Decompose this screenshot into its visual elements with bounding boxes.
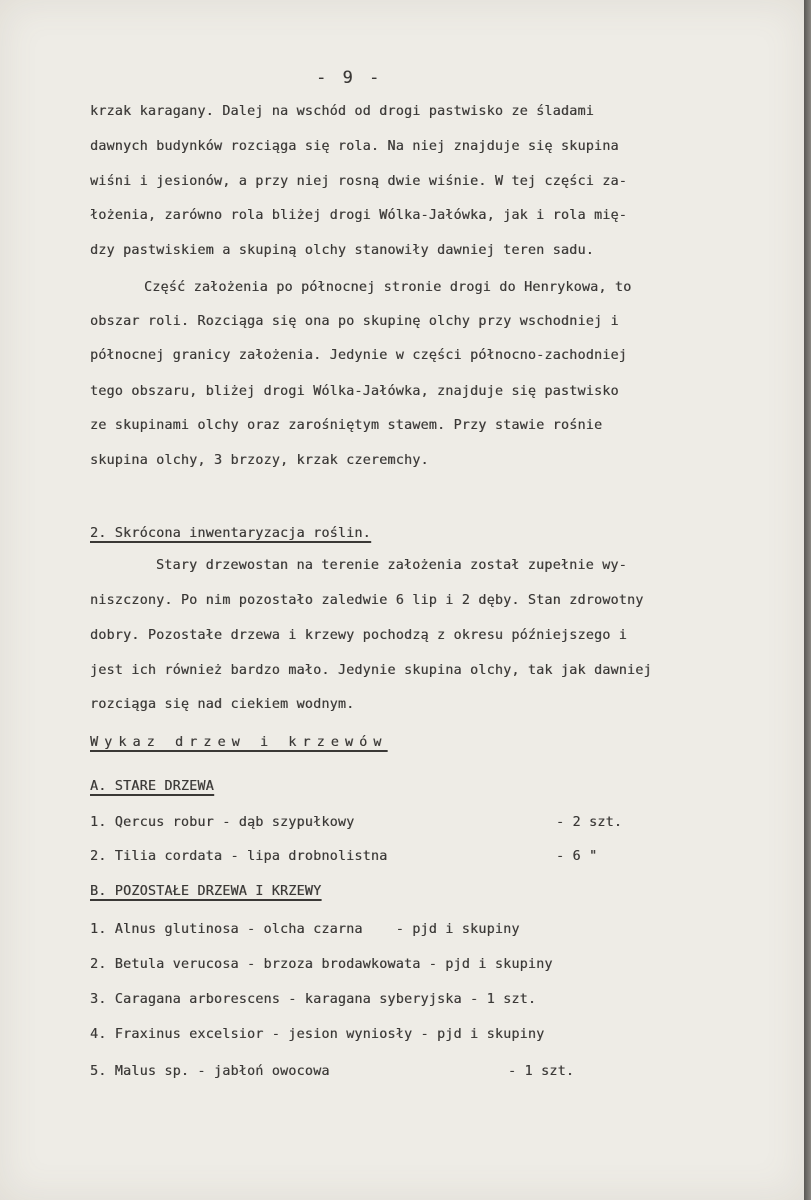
list-title: Wykaz drzew i krzewów bbox=[90, 735, 388, 750]
paragraph-1-line-2: dawnych budynków rozciąga się rola. Na niej znajduje się skupina bbox=[90, 139, 619, 154]
page-number: - 9 - bbox=[316, 68, 383, 88]
page-edge-shadow bbox=[804, 0, 811, 1200]
list-a-item-2: 2. Tilia cordata - lipa drobnolistna bbox=[90, 849, 388, 864]
list-b-item-5-qty: - 1 szt. bbox=[508, 1064, 575, 1079]
list-b-item-2: 2. Betula verucosa - brzoza brodawkowata - pjd i skupiny bbox=[90, 957, 553, 972]
paragraph-3-line-4: jest ich również bardzo mało. Jedynie skupina olchy, tak jak dawniej bbox=[90, 663, 652, 678]
list-b-item-1: 1. Alnus glutinosa - olcha czarna - pjd i skupiny bbox=[90, 922, 520, 937]
paragraph-1-line-3: wiśni i jesionów, a przy niej rosną dwie wiśnie. W tej części za- bbox=[90, 174, 628, 189]
list-a-item-1-qty: - 2 szt. bbox=[556, 815, 623, 830]
section-heading: 2. Skrócona inwentaryzacja roślin. bbox=[90, 526, 371, 541]
list-b-item-4: 4. Fraxinus excelsior - jesion wyniosły - pjd i skupiny bbox=[90, 1027, 545, 1042]
list-b-item-5: 5. Malus sp. - jabłoń owocowa bbox=[90, 1064, 330, 1079]
paragraph-2-line-6: skupina olchy, 3 brzozy, krzak czeremchy. bbox=[90, 453, 429, 468]
paragraph-1-line-4: łożenia, zarówno rola bliżej drogi Wólka-Jałówka, jak i rola mię- bbox=[90, 208, 628, 223]
list-a-item-2-qty: - 6 " bbox=[556, 849, 598, 864]
subsection-a-heading: A. STARE DRZEWA bbox=[90, 779, 214, 794]
paragraph-3-line-5: rozciąga się nad ciekiem wodnym. bbox=[90, 697, 355, 712]
paragraph-3-line-1: Stary drzewostan na terenie założenia został zupełnie wy- bbox=[156, 558, 627, 573]
paragraph-2-line-4: tego obszaru, bliżej drogi Wólka-Jałówka, znajduje się pastwisko bbox=[90, 384, 619, 399]
subsection-b-heading: B. POZOSTAŁE DRZEWA I KRZEWY bbox=[90, 884, 322, 899]
paragraph-2-line-2: obszar roli. Rozciąga się ona po skupinę olchy przy wschodniej i bbox=[90, 314, 619, 329]
paragraph-1-line-5: dzy pastwiskiem a skupiną olchy stanowiły dawniej teren sadu. bbox=[90, 243, 594, 258]
paragraph-1-line-1: krzak karagany. Dalej na wschód od drogi pastwisko ze śladami bbox=[90, 104, 594, 119]
paragraph-3-line-3: dobry. Pozostałe drzewa i krzewy pochodzą z okresu późniejszego i bbox=[90, 628, 628, 643]
list-b-item-3: 3. Caragana arborescens - karagana syberyjska - 1 szt. bbox=[90, 992, 537, 1007]
paragraph-2-line-5: ze skupinami olchy oraz zarośniętym stawem. Przy stawie rośnie bbox=[90, 418, 603, 433]
paragraph-3-line-2: niszczony. Po nim pozostało zaledwie 6 lip i 2 dęby. Stan zdrowotny bbox=[90, 593, 644, 608]
paragraph-2-line-1: Część założenia po północnej stronie drogi do Henrykowa, to bbox=[144, 280, 632, 295]
list-a-item-1: 1. Qercus robur - dąb szypułkowy bbox=[90, 815, 355, 830]
paragraph-2-line-3: północnej granicy założenia. Jedynie w części północno-zachodniej bbox=[90, 348, 628, 363]
